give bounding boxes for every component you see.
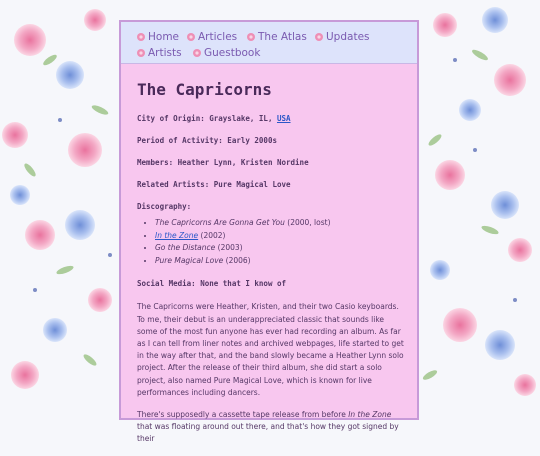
discography-label: Discography: — [137, 202, 192, 211]
list-item — [155, 217, 405, 230]
nav-item-label: Articles — [198, 31, 238, 43]
nav-item-label: Guestbook — [204, 47, 261, 59]
list-item — [155, 255, 405, 268]
album-note: (2003) — [215, 243, 243, 253]
nav-item-label: Artists — [148, 47, 182, 59]
flower-bullet-icon — [315, 33, 323, 41]
nav-bar — [121, 22, 417, 64]
nav-item-artists[interactable] — [137, 47, 182, 59]
paragraph-text: that was floating around out there, and that's how they got signed by their — [137, 422, 399, 444]
bio-paragraph-2 — [137, 409, 405, 446]
album-title: The Capricorns Are Gonna Get You — [155, 218, 285, 227]
nav-item-label: The Atlas — [258, 31, 307, 43]
flower-bullet-icon — [137, 49, 145, 57]
discography-list — [137, 217, 405, 267]
origin-country-link[interactable]: USA — [276, 114, 291, 123]
album-note: (2006) — [223, 255, 251, 265]
related-artists-field: Related Artists: Pure Magical Love — [137, 180, 291, 189]
flower-bullet-icon — [137, 33, 145, 41]
nav-item-the-atlas[interactable] — [247, 31, 307, 43]
album-title: Go the Distance — [155, 243, 216, 253]
flower-bullet-icon — [193, 49, 201, 57]
nav-item-label: Home — [148, 31, 180, 43]
flower-bullet-icon — [247, 33, 255, 41]
nav-item-home[interactable] — [137, 31, 179, 43]
album-note: (2000, lost) — [284, 218, 331, 227]
nav-item-updates[interactable] — [315, 31, 370, 43]
bio-paragraph: The Capricorns were Heather, Kristen, and their two Casio keyboards. To me, their debut is an underappreciated classic that sounds like some of the most fun anyone has ever had recording an album. As far as I can tell from liner notes and archived webpages, life started to get in the way after that, and the band slowly became a Heather Lynn solo project. After the release of their third album, she did start a solo project, also named Pure Magical Love, which is known for live performances including dancers. — [137, 302, 404, 397]
list-item — [155, 242, 405, 255]
article-content — [137, 80, 405, 456]
list-item — [155, 230, 405, 243]
members-field: Members: Heather Lynn, Kristen Nordine — [137, 158, 309, 167]
album-link[interactable]: In the Zone — [155, 230, 199, 240]
album-reference: In the Zone — [348, 410, 392, 419]
album-note: (2002) — [198, 230, 226, 240]
origin-label: City of Origin: Grayslake, IL, — [137, 114, 273, 123]
flower-bullet-icon — [187, 33, 195, 41]
nav-item-label: Updates — [326, 31, 370, 43]
nav-item-articles[interactable] — [187, 31, 237, 43]
page-title: The Capricorns — [137, 80, 272, 99]
paragraph-text: There's supposedly a cassette tape release from before — [137, 410, 349, 419]
social-media-field: Social Media: None that I know of — [137, 279, 287, 289]
origin-field — [137, 114, 405, 123]
album-title: Pure Magical Love — [155, 255, 224, 265]
nav-item-guestbook[interactable] — [193, 47, 260, 59]
period-field: Period of Activity: Early 2000s — [137, 136, 277, 145]
